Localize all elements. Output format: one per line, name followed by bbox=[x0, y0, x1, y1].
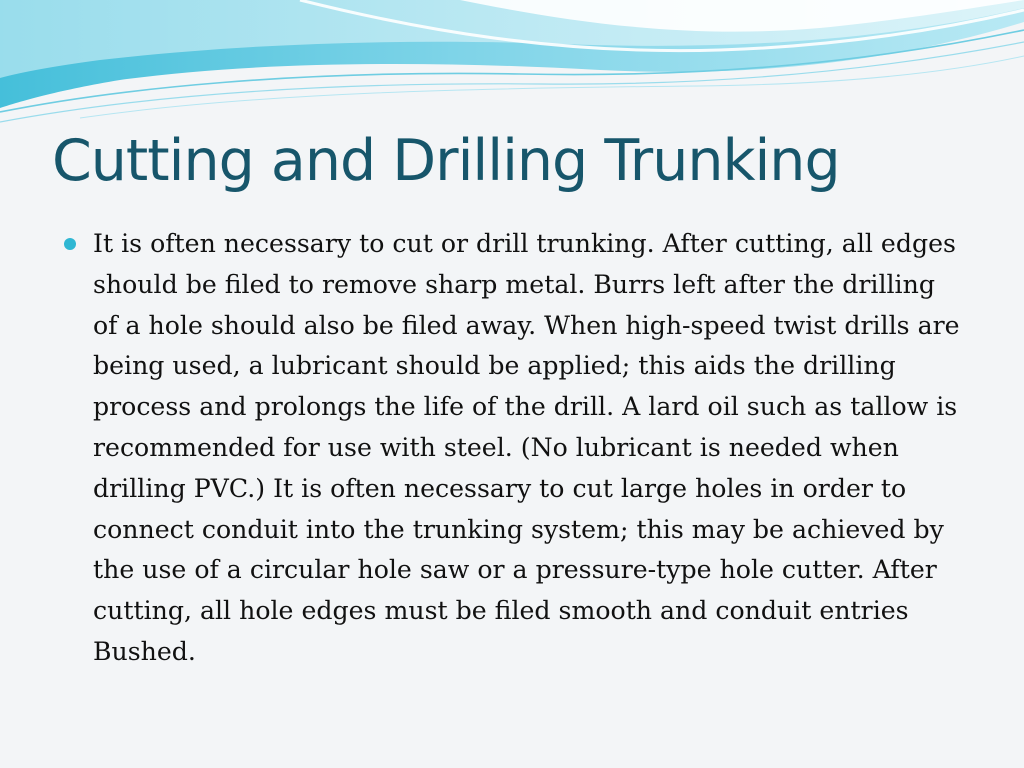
bullet-list bbox=[62, 224, 967, 673]
bullet-text: It is often necessary to cut or drill trunking. After cutting, all edges should be filed to remove sharp metal. Burrs left after the drilling of a hole should also be filed away. When high-speed twist drills are being used, a lubricant should be applied; this aids the drilling process and prolongs the life of the drill. A lard oil such as tallow is recommended for use with steel. (No lubricant is needed when drilling PVC.) It is often necessary to cut large holes in order to connect conduit into the trunking system; this may be achieved by the use of a circular hole saw or a pressure-type hole cutter. After cutting, all hole edges must be filed smooth and conduit entries Bushed. bbox=[93, 229, 960, 666]
slide-title: Cutting and Drilling Trunking bbox=[52, 128, 840, 194]
bullet-dot-icon bbox=[64, 238, 76, 250]
bullet-item bbox=[62, 224, 967, 673]
